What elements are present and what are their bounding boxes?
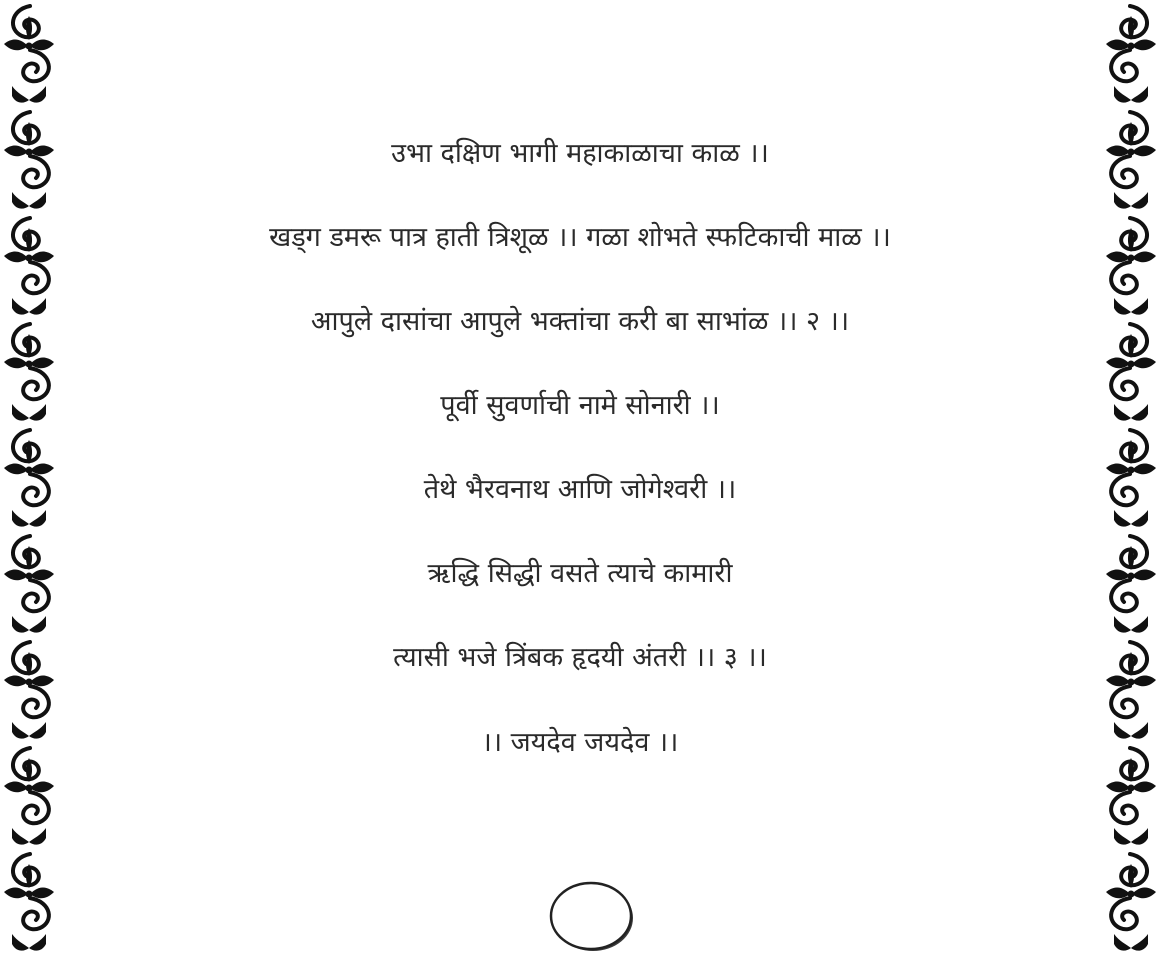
verse-line: आपुले दासांचा आपुले भक्तांचा करी बा साभांळ ।। २ ।। — [310, 306, 850, 337]
oval-page-badge-icon — [548, 878, 636, 954]
verse-line: त्यासी भजे त्रिंबक हृदयी अंतरी ।। ३ ।। — [393, 642, 767, 673]
floral-scroll-icon — [1102, 0, 1160, 956]
verse-line: उभा दक्षिण भागी महाकाळाचा काळ ।। — [391, 138, 769, 169]
left-floral-border — [0, 0, 58, 956]
verse-line: पूर्वी सुवर्णाची नामे सोनारी ।। — [440, 390, 720, 421]
verse-line: तेथे भैरवनाथ आणि जोगेश्वरी ।। — [423, 474, 737, 505]
verse-line: ऋद्धि सिद्धी वसते त्याचे कामारी — [427, 558, 733, 589]
floral-scroll-icon — [0, 0, 58, 956]
right-floral-border — [1102, 0, 1160, 956]
refrain-line: ।। जयदेव जयदेव ।। — [481, 727, 679, 758]
aarti-text-block — [90, 0, 1070, 956]
verse-line: खड्ग डमरू पात्र हाती त्रिशूळ ।। गळा शोभते स्फटिकाची माळ ।। — [269, 222, 891, 253]
